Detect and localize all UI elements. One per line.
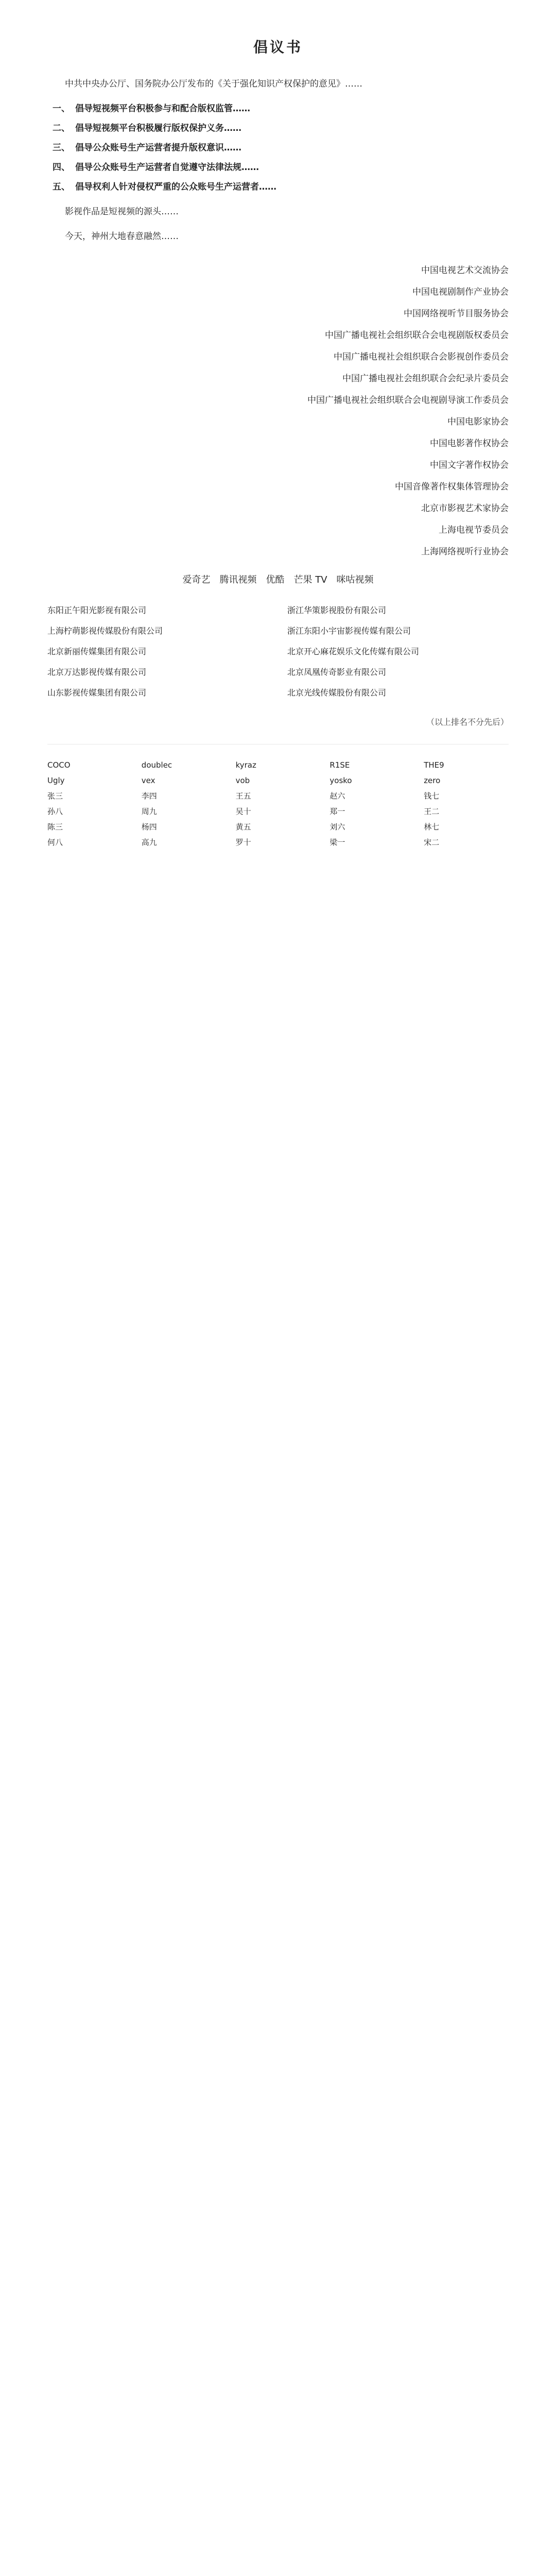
signatory-name: 刘六 bbox=[329, 822, 345, 832]
organization-name: 中国电视剧制作产业协会 bbox=[412, 287, 509, 297]
organization-name: 北京市影视艺术家协会 bbox=[421, 503, 509, 514]
organization-name: 中国广播电视社会组织联合会纪录片委员会 bbox=[342, 374, 509, 384]
signatory-name: R1SE bbox=[329, 760, 350, 770]
signatory-name: vex bbox=[141, 776, 155, 785]
company-name: 北京光线传媒股份有限公司 bbox=[287, 688, 387, 698]
organization-name: 中国文字著作权协会 bbox=[430, 460, 509, 470]
doc-paragraph: 今天，神州大地春意融然…… bbox=[65, 231, 179, 242]
signatory-name: 宋二 bbox=[424, 838, 440, 847]
signatory-name: 黄五 bbox=[235, 822, 251, 832]
organization-name: 上海网络视听行业协会 bbox=[421, 547, 509, 557]
signatory-name: 孙八 bbox=[47, 807, 63, 816]
signatory-name: zero bbox=[424, 776, 441, 785]
initiative-list bbox=[47, 101, 509, 195]
signatory-name: 杨四 bbox=[141, 822, 157, 832]
organization-name: 中国广播电视社会组织联合会影视创作委员会 bbox=[334, 352, 509, 362]
organization-name: 中国广播电视社会组织联合会电视剧导演工作委员会 bbox=[307, 395, 509, 405]
organization-name: 中国电影家协会 bbox=[447, 417, 509, 427]
signatory-name: 李四 bbox=[141, 791, 157, 801]
initiative-item bbox=[47, 179, 509, 195]
signatory-name: THE9 bbox=[424, 760, 444, 770]
platform-tags bbox=[47, 572, 509, 588]
platform-tag: 爱奇艺 bbox=[182, 574, 211, 585]
signatory-name: 王二 bbox=[424, 807, 440, 816]
initiative-item bbox=[47, 101, 509, 116]
initiative-number: 五、 bbox=[53, 182, 70, 192]
signatory-name: vob bbox=[235, 776, 250, 785]
signatory-name: Ugly bbox=[47, 776, 65, 785]
signatory-name: 吴十 bbox=[235, 807, 251, 816]
company-name: 浙江东阳小宇宙影视传媒有限公司 bbox=[287, 626, 411, 636]
signatory-name: 陈三 bbox=[47, 822, 63, 832]
signatory-name: COCO bbox=[47, 760, 71, 770]
signatory-name: 王五 bbox=[235, 791, 251, 801]
initiative-text: 倡导短视频平台积极参与和配合版权监管…… bbox=[75, 104, 250, 114]
signatory-name: kyraz bbox=[235, 760, 256, 770]
organization-name: 上海电视节委员会 bbox=[439, 525, 509, 535]
signatory-name: 罗十 bbox=[235, 838, 251, 847]
signatory-names bbox=[47, 759, 509, 849]
signatory-name: yosko bbox=[329, 776, 352, 785]
platform-tag: 腾讯视频 bbox=[219, 574, 257, 585]
company-list bbox=[47, 604, 509, 700]
signatory-name: 郑一 bbox=[329, 807, 345, 816]
organization-name: 中国网络视听节目服务协会 bbox=[404, 309, 509, 319]
section-note: （以上排名不分先后） bbox=[426, 717, 509, 727]
signatory-name: 何八 bbox=[47, 838, 63, 847]
organization-name: 中国音像著作权集体管理协会 bbox=[395, 482, 509, 492]
company-name: 北京新丽传媒集团有限公司 bbox=[47, 647, 147, 656]
initiative-number: 二、 bbox=[53, 123, 70, 133]
signatory-name: 林七 bbox=[424, 822, 440, 832]
company-name: 上海柠萌影视传媒股份有限公司 bbox=[47, 626, 163, 636]
initiative-text: 倡导公众账号生产运营者提升版权意识…… bbox=[75, 143, 241, 153]
company-name: 北京凤凰传奇影业有限公司 bbox=[287, 667, 387, 677]
initiative-number: 三、 bbox=[53, 143, 70, 153]
signatory-name: 张三 bbox=[47, 791, 63, 801]
company-name: 山东影视传媒集团有限公司 bbox=[47, 688, 147, 698]
company-name: 东阳正午阳光影视有限公司 bbox=[47, 605, 147, 615]
initiative-text: 倡导权利人针对侵权严重的公众账号生产运营者…… bbox=[75, 182, 276, 192]
initiative-item bbox=[47, 160, 509, 175]
platform-tag: 咪咕视频 bbox=[336, 574, 374, 585]
organization-name: 中国电影著作权协会 bbox=[430, 438, 509, 449]
doc-paragraph: 影视作品是短视频的源头…… bbox=[65, 207, 179, 217]
initiative-number: 一、 bbox=[53, 104, 70, 114]
platform-tag: 芒果 TV bbox=[293, 574, 327, 585]
company-name: 浙江华策影视股份有限公司 bbox=[287, 605, 387, 615]
initiative-text: 倡导短视频平台积极履行版权保护义务…… bbox=[75, 123, 241, 133]
initiative-number: 四、 bbox=[53, 162, 70, 173]
organization-name: 中国广播电视社会组织联合会电视剧版权委员会 bbox=[325, 330, 509, 341]
signatory-name: 钱七 bbox=[424, 791, 440, 801]
doc-title: 倡议书 bbox=[253, 39, 303, 56]
doc-lead: 中共中央办公厅、国务院办公厅发布的《关于强化知识产权保护的意见》…… bbox=[65, 79, 362, 89]
signatory-name: 赵六 bbox=[329, 791, 345, 801]
initiative-item bbox=[47, 121, 509, 136]
platform-tag: 优酷 bbox=[266, 574, 285, 585]
organization-name: 中国电视艺术交流协会 bbox=[421, 265, 509, 276]
signatory-name: 高九 bbox=[141, 838, 157, 847]
signatory-organizations bbox=[47, 260, 509, 563]
signatory-name: doublec bbox=[141, 760, 172, 770]
initiative-item bbox=[47, 140, 509, 156]
initiative-text: 倡导公众账号生产运营者自觉遵守法律法规…… bbox=[75, 162, 259, 173]
signatory-name: 周九 bbox=[141, 807, 157, 816]
company-name: 北京开心麻花娱乐文化传媒有限公司 bbox=[287, 647, 420, 656]
signatory-name: 梁一 bbox=[329, 838, 345, 847]
company-name: 北京万达影视传媒有限公司 bbox=[47, 667, 147, 677]
